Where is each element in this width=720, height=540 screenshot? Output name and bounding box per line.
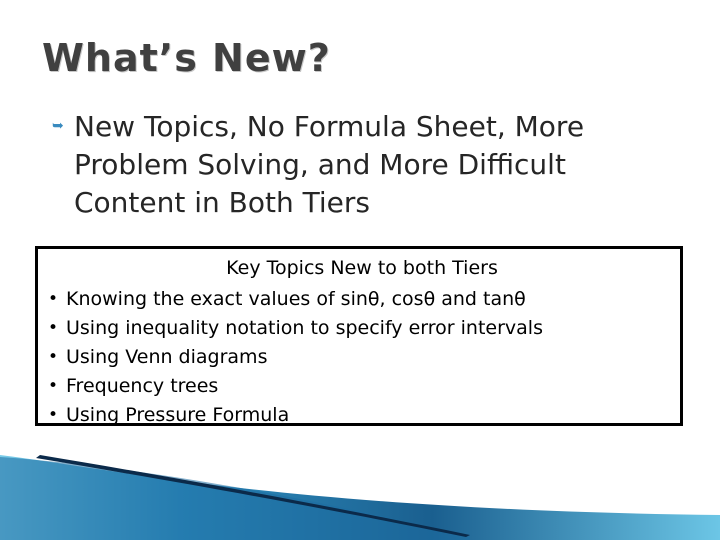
key-topics-list bbox=[48, 285, 543, 430]
list-item bbox=[48, 401, 543, 430]
list-item-text: Knowing the exact values of sinθ, cosθ and tanθ bbox=[66, 288, 526, 310]
list-item bbox=[48, 343, 543, 372]
dot-bullet-icon: • bbox=[48, 289, 59, 309]
key-topics-heading: Key Topics New to both Tiers bbox=[226, 257, 498, 279]
arrow-bullet-icon: ➥ bbox=[52, 118, 64, 134]
list-item bbox=[48, 314, 543, 343]
decorative-wave-graphic bbox=[0, 455, 720, 540]
dot-bullet-icon: • bbox=[48, 347, 59, 367]
key-topics-box bbox=[35, 246, 683, 426]
list-item-text: Frequency trees bbox=[66, 375, 219, 397]
list-item-text: Using Venn diagrams bbox=[66, 346, 268, 368]
list-item-text: Using Pressure Formula bbox=[66, 404, 290, 426]
list-item bbox=[48, 372, 543, 401]
main-bullet-point bbox=[52, 108, 692, 222]
dot-bullet-icon: • bbox=[48, 376, 59, 396]
slide-title: What’s New? bbox=[42, 36, 331, 80]
list-item-text: Using inequality notation to specify error intervals bbox=[66, 317, 543, 339]
dot-bullet-icon: • bbox=[48, 318, 59, 338]
list-item bbox=[48, 285, 543, 314]
main-point-text: New Topics, No Formula Sheet, More Problem Solving, and More Difficult Content in Both Tiers bbox=[74, 110, 585, 219]
dot-bullet-icon: • bbox=[48, 405, 59, 425]
